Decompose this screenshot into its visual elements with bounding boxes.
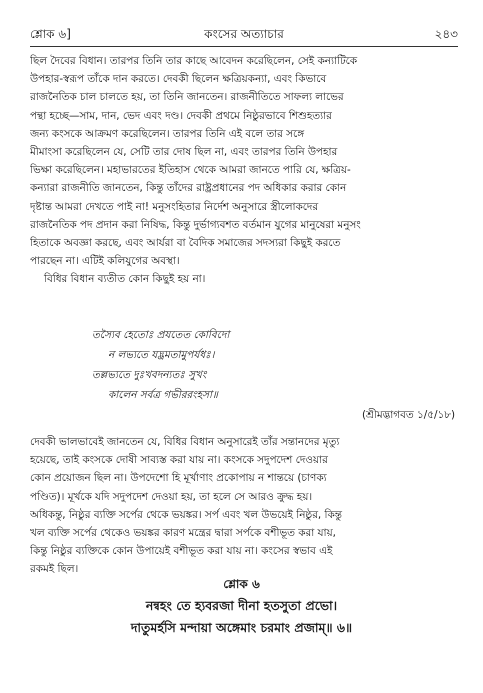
sloka-line-1: নন্বহং তে হ্যবরজা দীনা হতসুতা প্রভো। bbox=[145, 598, 338, 613]
text-line: জন্য কংসকে আক্রমণ করেছিলেন। তারপর তিনি এই বলে তার সঙ্গে bbox=[30, 127, 305, 140]
text-line: কন্যারা রাজনীতি জানতেন, কিন্তু তাঁদের রাষ্ট্রপ্রধানের পদ অধিকার করার কোন bbox=[30, 182, 347, 195]
text-line: পারছেন না। এটিই কলিযুগের অবস্থা। bbox=[30, 255, 180, 268]
quoted-verse bbox=[92, 325, 422, 405]
text-line: হয়েছে, তাই কংসকে দোষী সাব্যস্ত করা যায় না। কংসকে সদুপদেশ দেওয়ার bbox=[30, 454, 328, 467]
text-line: বিধির বিধান ব্যতীত কোন কিছুই হয় না। bbox=[44, 273, 206, 286]
text-line: খল ব্যক্তি সর্পের থেকেও ভয়ঙ্কর কারণ মন্ত্রের দ্বারা সর্পকে বশীভূত করা যায়, bbox=[30, 526, 336, 539]
text-line: পন্থা হচ্ছে—সাম, দান, ভেদ এবং দণ্ড। দেবকী প্রথমে নিষ্ঠুরভাবে শিশুহত্যার bbox=[30, 109, 332, 122]
header-rule bbox=[30, 46, 458, 47]
purport-paragraph-1 bbox=[30, 52, 458, 288]
verse-line: তস্যৈব হেতোঃ প্রযতেত কোবিদো bbox=[92, 329, 230, 341]
verse-line: কালেন সর্বত্র গভীররংহসা॥ bbox=[108, 389, 218, 401]
page-header bbox=[30, 26, 458, 42]
sloka-heading: শ্লোক ৬ bbox=[223, 577, 260, 591]
verse-citation: (শ্রীমদ্ভাগবত ১/৫/১৮) bbox=[361, 409, 455, 421]
text-line: হিতাকে অবজ্ঞা করছে, এবং আর্যরা বা বৈদিক সমাজের সদস্যরা কিছুই করতে bbox=[30, 236, 341, 249]
text-line: অধিকন্তু, নিষ্ঠুর ব্যক্তি সর্পের থেকে ভয়ঙ্কর। সর্প এবং খল উভয়েই নিষ্ঠুর, কিন্তু bbox=[30, 508, 342, 521]
verse-line: ন লভ্যতে যদ্ভ্রমতামুপর্যধঃ। bbox=[108, 349, 215, 361]
text-line: কোন প্রয়োজন ছিল না। উপদেশো হি মূর্খাণাং প্রকোপায় ন শান্তয়ে (চাণক্য bbox=[30, 472, 327, 485]
text-line: উপহার-স্বরূপ তাঁকে দান করতে। দেবকী ছিলেন ক্ষত্রিয়কন্যা, এবং কিভাবে bbox=[30, 73, 327, 86]
text-line: ছিল দৈবের বিধান। তারপর তিনি তার কাছে আবেদন করেছিলেন, সেই কন্যাটিকে bbox=[30, 55, 358, 67]
text-line: রকমই ছিল। bbox=[30, 563, 79, 576]
text-line: কিন্তু নিষ্ঠুর ব্যক্তিকে কোন উপায়েই বশীভূত করা যায় না। কংসের স্বভাব এই bbox=[30, 545, 333, 558]
text-line: দেবকী ভালভাবেই জানতেন যে, বিধির বিধান অনুসারেই তাঁর সন্তানদের মৃত্যু bbox=[30, 436, 340, 448]
page-number: ২৪৩ bbox=[434, 27, 458, 41]
purport-paragraph-2 bbox=[30, 433, 458, 579]
text-line: ভিক্ষা করেছিলেন। মহাভারতের ইতিহাস থেকে আমরা জানতে পারি যে, ক্ষত্রিয়- bbox=[30, 164, 351, 177]
text-line: রাজনৈতিক চাল চালতে হয়, তা তিনি জানতেন। রাজনীতিতে সাফল্য লাভের bbox=[30, 91, 344, 104]
text-line: মীমাংসা করেছিলেন যে, সেটি তার দোষ ছিল না, এবং তারপর তিনি উপহার bbox=[30, 145, 338, 158]
text-line: দৃষ্টান্ত আমরা দেখতে পাই না! মনুসংহিতার নির্দেশ অনুসারে স্ত্রীলোকদের bbox=[30, 200, 319, 213]
sloka-line-2: দাতুমর্হসি মন্দায়া অঙ্গেমাং চরমাং প্রজাম্॥ ৬॥ bbox=[130, 620, 353, 635]
text-line: পণ্ডিত)। মূর্খকে যদি সদুপদেশ দেওয়া হয়, তা হলে সে আরও ক্রুদ্ধ হয়। bbox=[30, 490, 313, 503]
header-verse-ref: শ্লোক ৬] bbox=[30, 27, 71, 41]
text-line: রাজনৈতিক পদ প্রদান করা নিষিদ্ধ, কিন্তু দুর্ভাগ্যবশত বর্তমান যুগের মানুষেরা মনুসং bbox=[30, 218, 361, 231]
verse-line: তল্লভ্যতে দুঃখবদন্যতঃ সুখং bbox=[92, 369, 207, 381]
header-chapter-title: কংসের অত্যাচার bbox=[204, 27, 284, 41]
